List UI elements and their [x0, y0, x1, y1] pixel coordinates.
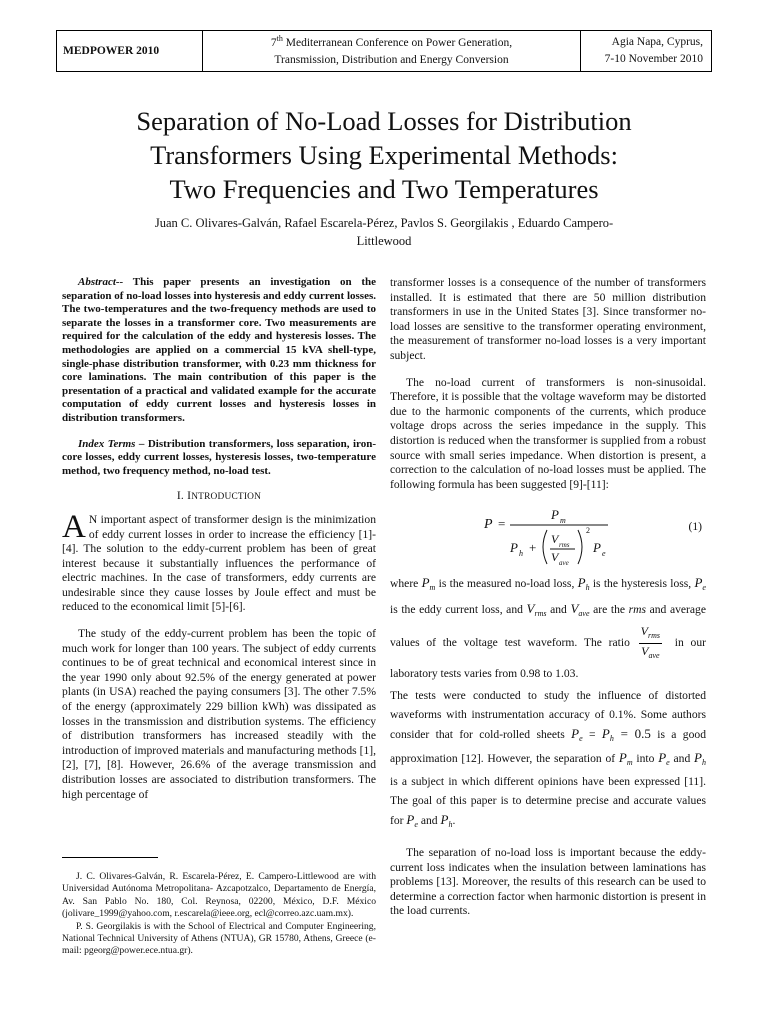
p3-sym-pm-sub: m: [626, 758, 633, 767]
right-column-lower: [390, 572, 706, 919]
p3-sym-pe-sub: e: [579, 734, 583, 743]
footnote-rule: [62, 857, 158, 858]
sym-pe-sub: e: [702, 583, 706, 592]
where-text-c: is the hysteresis loss,: [589, 577, 695, 590]
p3-sym-pe2-sub: e: [666, 758, 670, 767]
p3-sym-pe: P: [571, 726, 580, 741]
right-paragraph-1: transformer losses is a consequence of the number of transformers installed. It is estimated that there are 50 million distribution transformers in use in the United States [3]. Since transformer no-load losses are sensitive to the transformer operating environment, the measurement of transformer no-load losses is a very important subject.: [390, 276, 706, 362]
where-text-b: is the measured no-load loss,: [435, 577, 578, 590]
p3-text-a: The tests were conducted to study the influence of distorted waveforms with instrumentation accuracy of 0.1%. Some authors consider that for cold-rolled sheets: [390, 689, 706, 741]
where-text-h: in our laboratory tests varies from 0.98 to 1.03.: [390, 636, 706, 680]
eq-p: P: [484, 517, 493, 532]
paper-title: [56, 104, 712, 206]
p3-sym-pe3: P: [406, 812, 415, 827]
index-terms-text: – Distribution transformers, loss separation, iron-core losses, eddy current losses, hysteresis losses, two-temperature method, two frequency method, no-load test.: [62, 437, 376, 477]
p3-value: = 0.5: [613, 726, 651, 741]
right-paragraph-4: The separation of no-load loss is important because the eddy-current loss indicates when the insulation between laminations has problems [13]. Moreover, the results of this research can be used to determine a correction factor when harmonic distortion is present in the load currents.: [390, 846, 706, 918]
right-column: [390, 276, 706, 492]
p3-sym-pe3-sub: e: [414, 820, 418, 829]
eq-exponent: 2: [586, 526, 590, 535]
eq-pe-sub: e: [602, 549, 606, 558]
conference-location-date: [581, 31, 711, 71]
index-terms: [62, 438, 376, 479]
intro-paragraph-1-text: N important aspect of transformer design is the minimization of eddy current losses in order to increase the efficiency [1]-[4]. The solution to the eddy-current problem has been of great interest because it substantially influences the performance of electric machines. In the case of transformers, eddy currents are undesirable since they cause losses by Joule effect and must be reduced to the economical limit [5]-[6].: [62, 512, 376, 614]
drop-cap: A: [62, 508, 86, 545]
sym-ph-sub: h: [585, 583, 590, 592]
p3-sym-ph3: P: [440, 812, 449, 827]
conference-ordinal: 7: [270, 37, 277, 50]
eq-pm: P: [551, 507, 559, 522]
p3-sym-pe2: P: [658, 750, 667, 765]
conference-name: [203, 31, 581, 71]
eq-vave: V: [551, 550, 559, 564]
footnote-affiliation-2: P. S. Georgilakis is with the School of Electrical and Computer Engineering, National Technical University of Athens (NTUA), GR 15780, Athens, Greece (e-mail: pgeorg@power.ece.ntua.gr).: [62, 920, 376, 957]
conference-header: [56, 30, 712, 72]
conference-name-line2: Transmission, Distribution and Energy Conversion: [274, 53, 509, 66]
conference-name-text: Mediterranean Conference on Power Generation,: [282, 37, 513, 50]
section-numeral: I.: [176, 489, 188, 503]
p3-text-f: and: [417, 814, 441, 827]
paper-title-line3: Two Frequencies and Two Temperatures: [169, 174, 599, 204]
conference-acronym: [57, 31, 203, 71]
sym-ph: P: [577, 575, 586, 590]
footnote: [62, 871, 376, 958]
sym-vrms: V: [526, 601, 535, 616]
p3-equals: =: [589, 728, 596, 741]
index-terms-label: Index Terms: [78, 437, 136, 450]
where-text-d: is the eddy current loss, and: [390, 603, 527, 616]
ratio-v-top-sub: rms: [648, 631, 661, 640]
paper-title-line1: Separation of No-Load Losses for Distribution: [136, 106, 632, 136]
where-text-g: and average values of the voltage test waveform. The ratio: [390, 603, 706, 650]
right-paragraph-2: The no-load current of transformers is non-sinusoidal. Therefore, it is possible that the voltage waveform may be distorted due to the harmonic components of the currents, which produce voltage drops across the series impedance in the supply. This distortion is reduced when the transformer is supplied from a robust source with small series impedance. When distortion is present, a correction to the calculation of no-load losses must be applied. The following formula has been suggested [9]-[11]:: [390, 375, 706, 491]
where-text-e: and: [546, 603, 571, 616]
eq-pm-sub: m: [560, 516, 566, 525]
intro-paragraph-2: The study of the eddy-current problem has been the topic of much work for longer than 100 years. The subject of eddy currents continues to be of great technical and economical interest since in the year 1990 only about 92.5% of the energy generated at power plants (in USA) reached the paying consumers [3]. The other 7.5% of the energy (approximately 229 billion kWh) was dissipated as losses in the transmission and distribution systems. The efficiency of distribution transformers has increased steadily with the introduction of improved materials and manufacturing methods [1], [2], [7], [8]. However, 26.6% of the average transmission and distribution losses are associated to distribution transformers. The high percentage of: [62, 627, 376, 801]
sym-vrms-sub: rms: [534, 609, 547, 618]
p3-sym-ph-sub: h: [609, 734, 614, 743]
conference-date: 7-10 November 2010: [604, 53, 703, 65]
p3-sym-ph2: P: [694, 750, 702, 765]
p3-text-e: is a subject in which different opinions have been expressed [11]. The goal of this paper is to determine precise and accurate values for: [390, 775, 706, 827]
eq-vrms-sub: rms: [559, 541, 570, 549]
eq-paren-right: [578, 530, 582, 564]
p3-sym-ph3-sub: h: [448, 820, 453, 829]
p3-text-b: is a good approximation [12]. However, the separation of: [390, 728, 706, 765]
paper-title-line2: Transformers Using Experimental Methods:: [150, 140, 618, 170]
ratio-v-bottom: V: [641, 644, 649, 658]
ratio-v-bottom-sub: ave: [648, 651, 660, 660]
eq-ph-sub: h: [519, 549, 523, 558]
p3-sym-pm: P: [618, 750, 627, 765]
section-title-rest: NTRODUCTION: [191, 492, 262, 503]
sym-pm: P: [421, 575, 430, 590]
right-paragraph-3: [390, 686, 706, 834]
voltage-ratio: [639, 624, 662, 663]
p3-text-d: and: [669, 752, 695, 765]
p3-sym-ph: P: [601, 726, 610, 741]
ratio-v-top: V: [640, 624, 648, 638]
equation-1-graphic: [390, 506, 706, 572]
equation-1: [390, 506, 706, 572]
eq-plus: +: [529, 540, 537, 555]
eq-paren-left: [543, 530, 547, 564]
author-list-line2: Littlewood: [356, 234, 412, 248]
sym-vave: V: [570, 601, 579, 616]
p3-text-c: into: [632, 752, 659, 765]
where-text-a: where: [390, 577, 422, 590]
abstract-text: This paper presents an investigation on the separation of no-load losses into hysteresis and eddy current losses. The two-temperatures and the two-frequency methods are used to separate the losses in a transformer core. Two measurements are required for the calculation of the eddy and hysteresis losses. The methodologies are applied on a commercial 15 kVA shell-type, single-phase distribution transformer, with 0.23 mm thickness for core laminations. The main contribution of this paper is the presentation of a practical and validated example for the accurate computation of eddy current losses and hysteresis losses in distribution transformers.: [62, 276, 376, 424]
section-title-initial: I: [187, 489, 192, 503]
eq-pe: P: [593, 540, 601, 555]
ratio-numerator: [639, 624, 662, 644]
eq-equals: =: [498, 516, 506, 531]
equation-number: (1): [688, 520, 702, 533]
section-heading-introduction: [62, 489, 376, 505]
eq-vave-sub: ave: [559, 559, 569, 567]
rms-word: rms: [628, 603, 647, 616]
left-column: [62, 276, 376, 802]
intro-paragraph-1: [62, 508, 376, 615]
abstract: [62, 276, 376, 426]
symbol-definitions: [390, 572, 706, 684]
p3-sym-ph2-sub: h: [701, 758, 706, 767]
conference-acronym-text: MEDPOWER 2010: [63, 44, 160, 57]
sym-vave-sub: ave: [578, 609, 590, 618]
abstract-label: Abstract--: [78, 276, 124, 288]
conference-name-line1: [271, 33, 512, 52]
sym-pe: P: [694, 575, 703, 590]
sym-pm-sub: m: [429, 583, 436, 592]
ratio-denominator: [639, 644, 662, 663]
author-list: [96, 214, 672, 250]
conference-ordinal-suffix: th: [276, 34, 283, 44]
eq-ph: P: [510, 540, 518, 555]
eq-vrms: V: [551, 532, 559, 546]
conference-location: Agia Napa, Cyprus,: [611, 36, 703, 49]
author-list-line1: Juan C. Olivares-Galván, Rafael Escarela-Pérez, Pavlos S. Georgilakis , Eduardo Campero-: [154, 216, 614, 230]
footnote-affiliation-1: J. C. Olivares-Galván, R. Escarela-Pérez, E. Campero-Littlewood are with Universidad Autónoma Metropolitana- Azcapotzalco, Departamento de Energía, Av. San Pablo No. 180, Col. Reynosa, 02200, México, D.F. México (jolivare_1999@yahoo.com, r.escarela@ieee.org, ecl@correo.azc.uam.mx).: [62, 871, 376, 920]
p3-text-g: .: [452, 814, 456, 827]
where-text-f: are the: [589, 603, 629, 616]
